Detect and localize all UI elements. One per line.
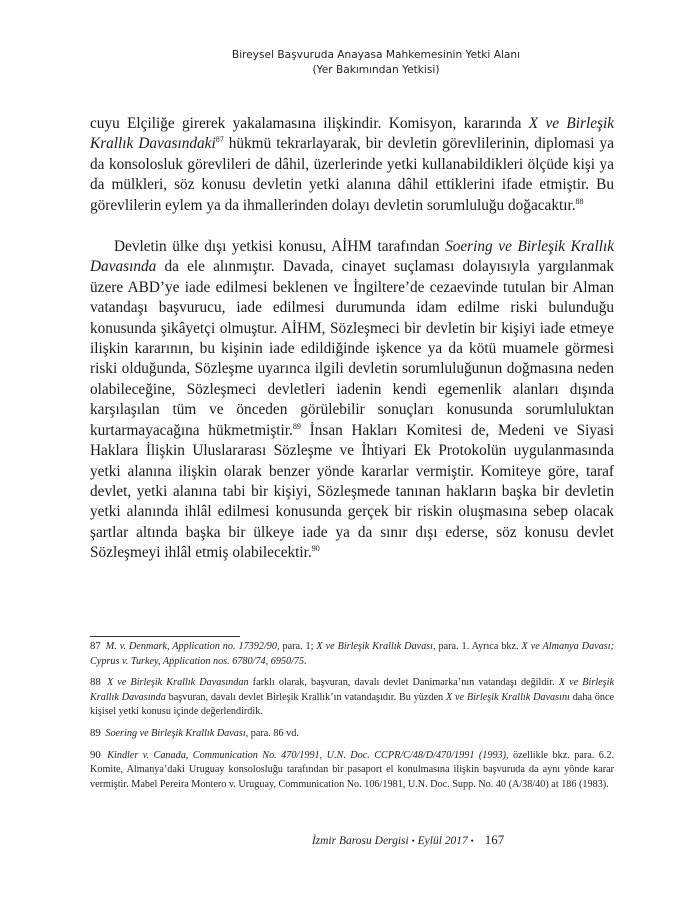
footnote-88: 88 X ve Birleşik Krallık Davasından farklı olarak, başvuran, davalı devlet Danimarka’nın vatandaşı değildir. X ve Birleşik Krallık Davasında başvuran, davalı devlet Birleşik Krallık’ın vatandaşıdır. Bu yüzden X ve Birleşik Krallık Davasını daha önce kişisel yetki konusu içinde değerlendirdik. [90,676,614,718]
footnote-number: 88 [90,676,101,689]
paragraph-2: Devletin ülke dışı yetkisi konusu, AİHM tarafından Soering ve Birleşik Krallık Davasında da ele alınmıştır. Davada, cinayet suçlaması dolayısıyla yargılanmak üzere ABD’ye iade edilmesi beklenen ve İngiltere’de cezaevinde tutulan bir Alman vatandaşı başvurucu, iade edilmesi durumunda idam edilme riski bulunduğu konusunda şikâyetçi olmuştur. AİHM, Sözleşmeci bir devletin bir kişiyi iade etmeye ilişkin kararının, bu kişinin iade edildiğinde işkence ya da kötü muamele görmesi riski olduğunda, Sözleşme uyarınca ilgili devletin sorumluluğunun doğmasına neden olabileceğine, Sözleşmeci devletleri iadenin kendi egemenlik alanları dışında karşılaşılan tüm ve önceden görülebilir sonuçları konusunda sorumluluktan kurtarmayacağına hükmetmiştir.$^{89}$ İnsan Hakları Komitesi de, Medeni ve Siyasi Haklara İlişkin Uluslararası Sözleşme ve İhtiyari Ek Protokolün uygulanmasında yetki alanına ilişkin olarak benzer yönde kararlar vermiştir. Komiteye göre, taraf devlet, yetki alanına tabi bir kişiyi, Sözleşmede tanınan hakların başka bir devletin yetki alanında ihlâl edilmesi konusunda gerçek bir riskin oluşmasına sebep olacak şartlar altında başka bir ülkeye iade ya da sınır dışı ederse, söz konusu devlet Sözleşmeyi ihlâl etmiş olabilecektir.$^{90}$ [90,238,614,562]
bullet-separator: • [411,836,415,846]
header-title: Bireysel Başvuruda Anayasa Mahkemesinin Yetki Alanı [231,49,521,61]
footnote-ref[interactable]: 87 [215,135,224,145]
footnote-ref[interactable]: 88 [575,196,584,206]
page-footer [0,832,700,848]
footnote-divider [90,636,240,637]
footnote-number: 90 [90,748,101,761]
running-header [0,48,604,78]
header-subtitle: (Yer Bakımından Yetkisi) [312,64,440,76]
case-name: Soering ve Birleşik Krallık Davasında [90,238,614,276]
footnote-89: 89 Soering ve Birleşik Krallık Davası, para. 86 vd. [90,726,299,739]
footnote-90: 90 Kindler v. Canada, Communication No. 470/1991, U.N. Doc. CCPR/C/48/D/470/1991 (1993), özellikle bkz. para. 6.2. Komite, Almanya’daki Uruguay konsolosluğu tarafından bir pasaport el konulmasına ilişkin başvuruda da aynı yönde karar vermiştir. Mabel Pereira Montero v. Uruguay, Communication No. 106/1981, U.N. Doc. Supp. No. 40 (A/38/40) at 186 (1983). [90,748,614,790]
issue-date: Eylül 2017 [417,835,468,847]
footnote-number: 89 [90,726,101,739]
bullet-separator: • [470,836,474,846]
footnotes [90,639,614,798]
case-name: X ve Birleşik Krallık Davasındaki [90,115,614,153]
main-text [90,114,614,564]
footnote-ref[interactable]: 89 [292,421,301,431]
footnote-87: 87 M. v. Denmark, Application no. 17392/90, para. 1; X ve Birleşik Krallık Davası, para. 1. Ayrıca bkz. X ve Almanya Davası; Cyprus v. Turkey, Application nos. 6780/74, 6950/75. [90,640,614,667]
footnote-ref[interactable]: 90 [311,544,320,554]
journal-name: İzmir Barosu Dergisi [311,835,409,847]
page-number: 167 [484,832,505,847]
paragraph-1: cuyu Elçiliğe girerek yakalamasına ilişkindir. Komisyon, kararında X ve Birleşik Krallık Davasındaki$^{87}$ hükmü tekrarlayarak, bir devletin görevlilerinin, diplomasi ya da konsolosluk görevlileri de dâhil, üzerlerinde yetki kullanabildikleri ölçüde kişi ya da mülkleri, söz konusu devletin yetki alanına dâhil ettiklerini ifade etmiştir. Bu görevlilerin eylem ya da ihmallerinden dolayı devletin sorumluluğu doğacaktır.$^{88}$ [90,115,614,214]
footnote-number: 87 [90,640,101,652]
